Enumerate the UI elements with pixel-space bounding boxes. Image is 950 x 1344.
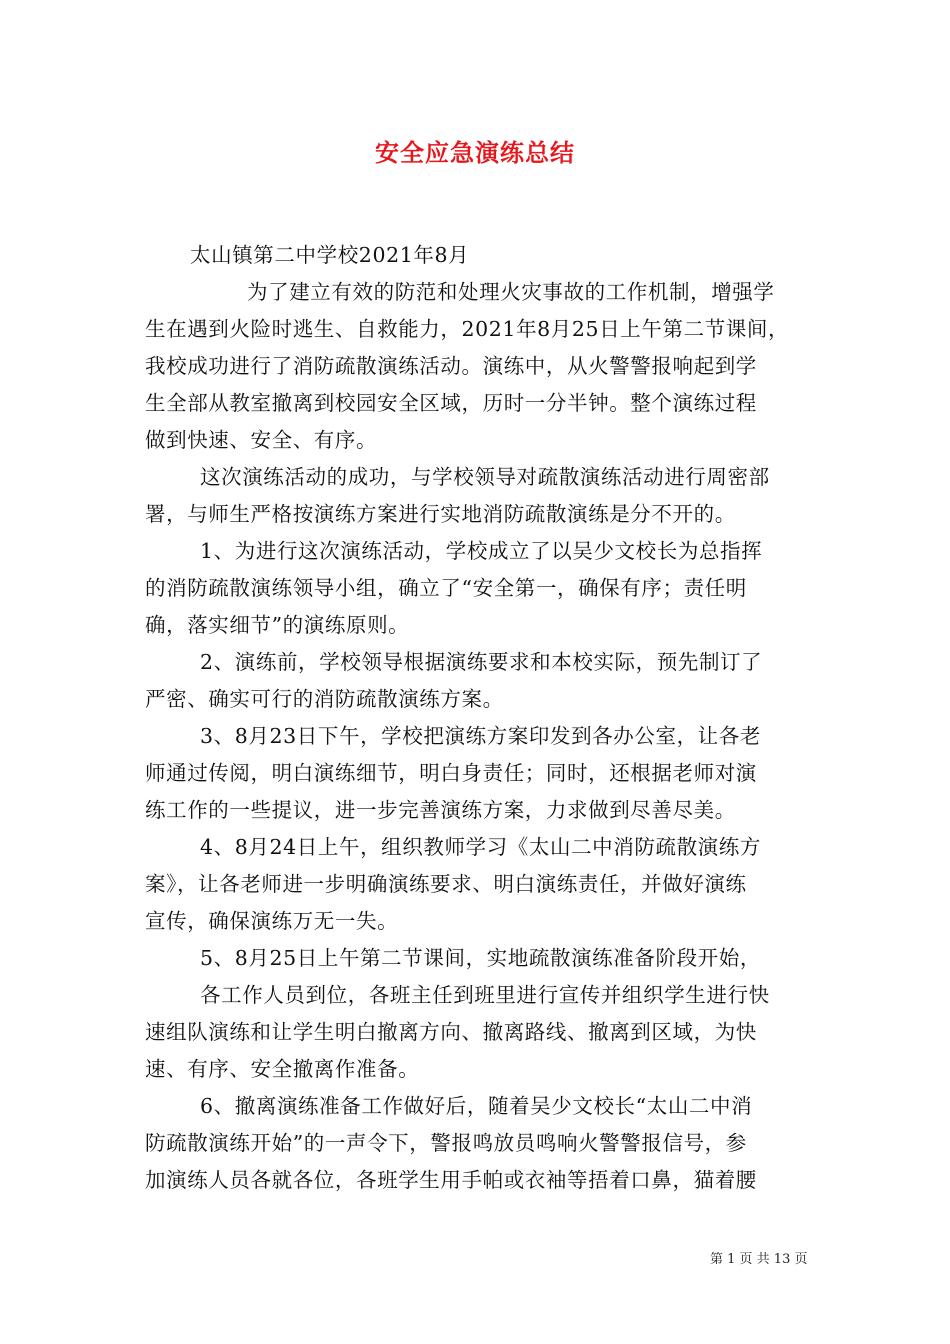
date-line: 太山镇第二中学校2021年8月: [190, 243, 470, 267]
paragraph-line: 速组队演练和让学生明白撤离方向、撤离路线、撤离到区域，为快: [145, 1020, 757, 1044]
paragraph-line: 生全部从教室撤离到校园安全区域，历时一分半钟。整个演练过程: [145, 391, 757, 415]
paragraph-line: 的消防疏散演练领导小组，确立了“安全第一，确保有序；责任明: [145, 576, 747, 600]
paragraph-line: 6、撤离演练准备工作做好后，随着吴少文校长“太山二中消: [200, 1094, 753, 1118]
paragraph-line: 师通过传阅，明白演练细节，明白身责任；同时，还根据老师对演: [145, 761, 757, 785]
paragraph-line: 加演练人员各就各位，各班学生用手帕或衣袖等捂着口鼻，猫着腰: [145, 1168, 757, 1192]
document-body: [145, 240, 810, 1202]
paragraph-line: 做到快速、安全、有序。: [145, 428, 378, 452]
paragraph-line: 宣传，确保演练万无一失。: [145, 909, 399, 933]
paragraph-line: 1、为进行这次演练活动，学校成立了以吴少文校长为总指挥: [200, 539, 763, 563]
paragraph-line: 署，与师生严格按演练方案进行实地消防疏散演练是分不开的。: [145, 502, 736, 526]
paragraph-line: 各工作人员到位，各班主任到班里进行宣传并组织学生进行快: [200, 983, 770, 1007]
paragraph-line: 确，落实细节”的演练原则。: [145, 613, 410, 637]
paragraph-line: 练工作的一些提议，进一步完善演练方案，力求做到尽善尽美。: [145, 798, 736, 822]
paragraph-line: 严密、确实可行的消防疏散演练方案。: [145, 687, 504, 711]
paragraph-line: 速、有序、安全撤离作准备。: [145, 1057, 420, 1081]
paragraph-line: 为了建立有效的防范和处理火灾事故的工作机制，增强学: [247, 280, 775, 304]
paragraph-line: 我校成功进行了消防疏散演练活动。演练中，从火警警报响起到学: [145, 354, 757, 378]
paragraph-line: 4、8月24日上午，组织教师学习《太山二中消防疏散演练方: [200, 835, 761, 859]
paragraph-line: 5、8月25日上午第二节课间，实地疏散演练准备阶段开始，: [200, 946, 761, 970]
paragraph-line: 生在遇到火险时逃生、自救能力，2021年8月25日上午第二节课间，: [145, 317, 790, 341]
paragraph-line: 案》，让各老师进一步明确演练要求、明白演练责任，并做好演练: [145, 872, 747, 896]
paragraph-line: 防疏散演练开始”的一声令下，警报鸣放员鸣响火警警报信号，参: [145, 1131, 747, 1155]
page-number: 第 1 页 共 13 页: [710, 1252, 808, 1267]
paragraph-line: 2、演练前，学校领导根据演练要求和本校实际，预先制订了: [200, 650, 763, 674]
paragraph-line: 3、8月23日下午，学校把演练方案印发到各办公室，让各老: [200, 724, 761, 748]
paragraph-line: 这次演练活动的成功，与学校领导对疏散演练活动进行周密部: [200, 465, 770, 489]
document-title: 安全应急演练总结: [375, 138, 575, 167]
